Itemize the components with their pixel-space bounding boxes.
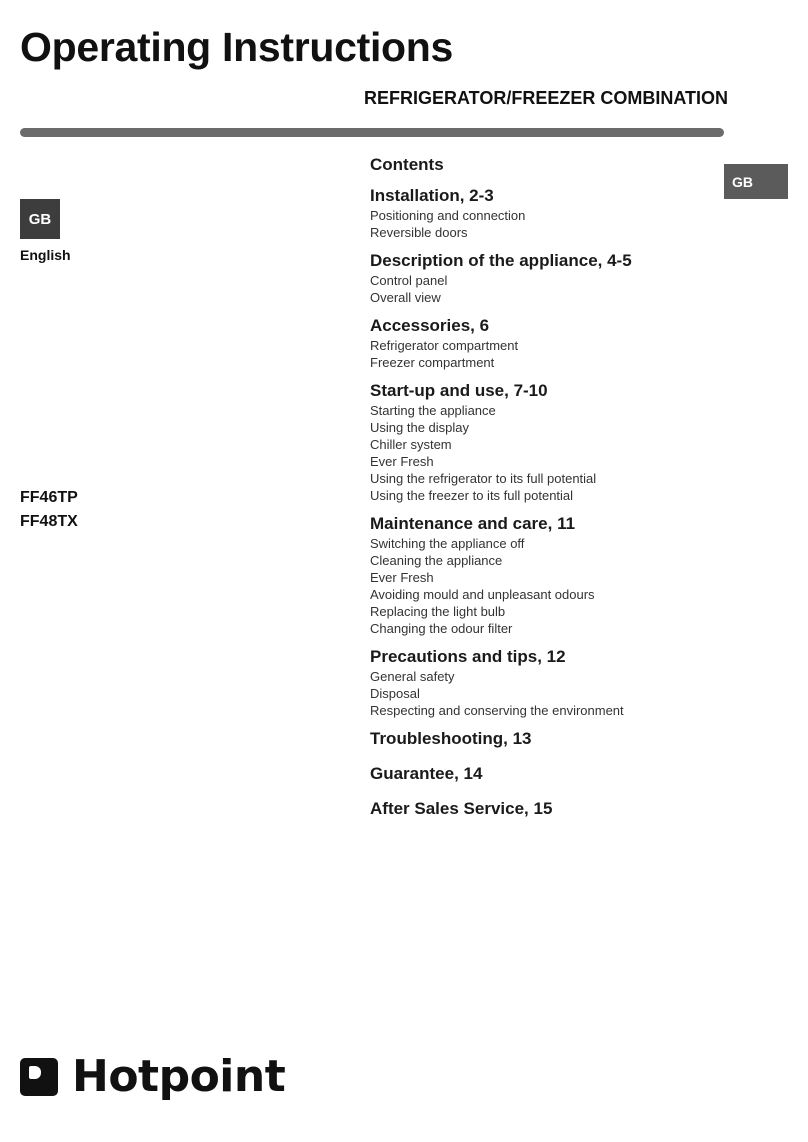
brand-name: Hotpoint: [72, 1051, 286, 1102]
toc-section-title: Guarantee, 14: [370, 764, 483, 783]
toc-section: [370, 250, 770, 306]
toc-item: Freezer compartment: [370, 355, 495, 370]
language-label: English: [20, 247, 71, 263]
toc-section: [370, 513, 770, 637]
toc-section: [370, 728, 770, 750]
header-divider: [20, 128, 724, 137]
toc-item: Respecting and conserving the environment: [370, 703, 624, 718]
toc-section: [370, 798, 770, 820]
page-title: Operating Instructions: [20, 24, 454, 70]
toc-section: [370, 315, 770, 371]
toc-item: Disposal: [370, 686, 420, 701]
toc-item: Reversible doors: [370, 225, 468, 240]
toc-section: [370, 646, 770, 719]
toc-section: [370, 380, 770, 504]
toc-item: Replacing the light bulb: [370, 604, 506, 619]
toc-item: Ever Fresh: [370, 454, 434, 469]
toc-section-title: Start-up and use, 7-10: [370, 381, 548, 400]
model-number: FF48TX: [20, 513, 78, 530]
toc-section: [370, 185, 770, 241]
toc-section-title: Accessories, 6: [370, 316, 490, 335]
brand-logo: [20, 1053, 285, 1101]
toc-item: Ever Fresh: [370, 570, 434, 585]
toc-section-title: Troubleshooting, 13: [370, 729, 532, 748]
toc-item: Avoiding mould and unpleasant odours: [370, 587, 595, 602]
language-side-tab: GB: [724, 164, 788, 199]
toc-item: Changing the odour filter: [370, 621, 513, 636]
toc-item: Overall view: [370, 290, 441, 305]
toc-item: Switching the appliance off: [370, 536, 525, 551]
toc-item: Using the freezer to its full potential: [370, 488, 574, 503]
toc-section: [370, 763, 770, 785]
toc-item: General safety: [370, 669, 455, 684]
toc-item: Control panel: [370, 273, 448, 288]
toc-section-title: After Sales Service, 15: [370, 799, 553, 818]
table-of-contents: [370, 154, 770, 833]
toc-section-title: Precautions and tips, 12: [370, 647, 566, 666]
language-badge: GB: [20, 199, 60, 239]
toc-item: Refrigerator compartment: [370, 338, 519, 353]
toc-item: Using the display: [370, 420, 469, 435]
model-list: [20, 486, 78, 534]
toc-item: Chiller system: [370, 437, 452, 452]
toc-sections: [370, 185, 770, 820]
model-number: FF46TP: [20, 489, 78, 506]
toc-section-title: Maintenance and care, 11: [370, 514, 576, 533]
toc-item: Cleaning the appliance: [370, 553, 503, 568]
toc-section-title: Description of the appliance, 4-5: [370, 251, 632, 270]
toc-item: Using the refrigerator to its full potential: [370, 471, 597, 486]
hotpoint-logo-icon: [20, 1058, 58, 1096]
toc-item: Positioning and connection: [370, 208, 526, 223]
toc-section-title: Installation, 2-3: [370, 186, 494, 205]
toc-item: Starting the appliance: [370, 403, 496, 418]
contents-heading: Contents: [370, 155, 444, 174]
page-subtitle: REFRIGERATOR/FREEZER COMBINATION: [364, 88, 728, 108]
